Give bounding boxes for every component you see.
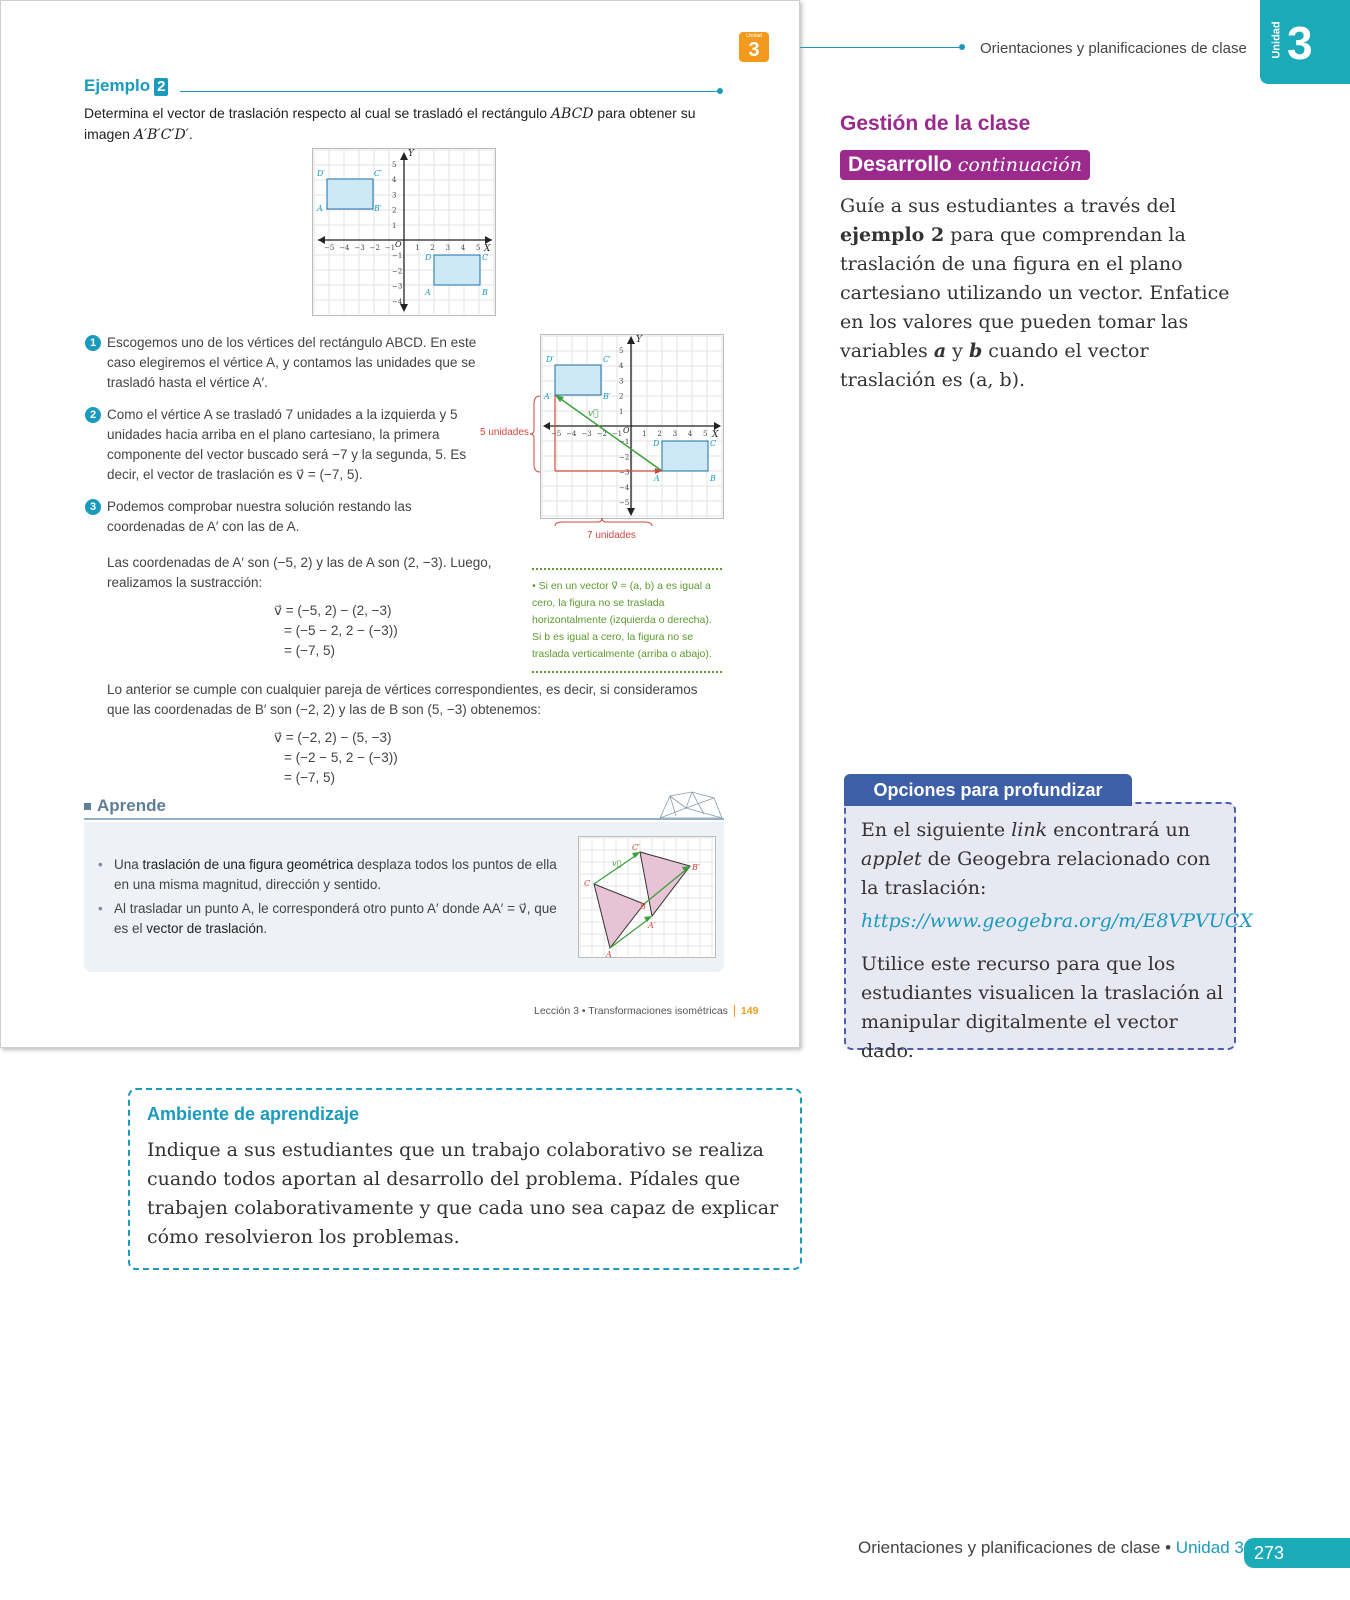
g1-y-tick-0: 5 — [392, 161, 397, 169]
step-3: 3 Podemos comprobar nuestra solución restando las coordenadas de A′ con las de A. — [107, 497, 437, 537]
g2-x-tick-4: −1 — [611, 430, 623, 438]
g2-y-tick-2: 3 — [619, 377, 624, 386]
aprende-item-2: • Al trasladar un punto A, le corresponderá otro punto A′ donde AA′ = v⃗, que es el vector de traslación. — [96, 899, 561, 939]
cartesian-graph-1 — [312, 148, 496, 316]
calculation-2: v⃗ = (−2, 2) − (5, −3) = (−2 − 5, 2 − (−3)) = (−7, 5) — [274, 730, 398, 785]
g1-label-C: C — [482, 253, 489, 262]
calculation-1: v⃗ = (−5, 2) − (2, −3) = (−5 − 2, 2 − (−3)) = (−7, 5) — [274, 603, 398, 658]
tri-label-B2: B′ — [692, 863, 700, 872]
g1-label-A2: A — [317, 204, 323, 213]
aprende-divider — [84, 818, 724, 820]
cartesian-graph-2 — [518, 334, 728, 540]
header-rule-dot — [959, 44, 965, 50]
g1-y-tick-6: −2 — [392, 267, 403, 276]
g2-y-label: Y — [636, 335, 642, 345]
g2-label-B: B — [710, 474, 716, 483]
geogebra-link[interactable]: https://www.geogebra.org/m/E8VPVUCX — [861, 910, 1253, 932]
g1-x-tick-2: −3 — [354, 244, 365, 252]
g1-label-B: B — [482, 288, 488, 297]
g2-y-tick-7: −3 — [619, 468, 630, 477]
g2-y-tick-3: 2 — [619, 392, 624, 401]
g1-origin-label: O — [395, 240, 402, 249]
polyhedron-icon — [656, 790, 726, 820]
ambiente-text: Indique a sus estudiantes que un trabajo colaborativo se realiza cuando todos aportan al desarrollo del problema. Pídales que trabajen colaborativamente y que cada uno sea capaz de explicar cómo resolvieron los problemas. — [147, 1139, 779, 1248]
g2-x-tick-5: 1 — [642, 430, 647, 438]
g2-label-A2: A′ — [544, 392, 552, 401]
step-1-number: 1 — [85, 335, 101, 351]
g1-x-tick-1: −4 — [339, 244, 350, 252]
page-footer: Orientaciones y planificaciones de clase • Unidad 3 — [858, 1538, 1244, 1557]
coordinates-text: Las coordenadas de A′ son (−5, 2) y las de A son (2, −3). Luego, realizamos la sustracción: — [107, 555, 492, 590]
example-divider — [180, 91, 720, 92]
tri-label-A: A — [606, 950, 612, 958]
g2-x-tick-0: −5 — [551, 430, 562, 438]
aprende-title: Aprende — [84, 796, 166, 816]
gestion-title: Gestión de la clase — [840, 112, 1031, 135]
g2-y-tick-6: −2 — [619, 453, 630, 462]
tri-label-A2: A′ — [648, 921, 656, 930]
g1-y-tick-1: 4 — [392, 176, 397, 185]
g1-x-tick-3: −2 — [369, 244, 380, 252]
g1-x-tick-9: 5 — [476, 244, 481, 252]
step-1: 1 Escogemos uno de los vértices del rectángulo ABCD. En este caso elegiremos el vértice A, y contamos las unidades que se trasladó hasta el vértice A′. — [107, 333, 507, 393]
horizontal-measure-label: 7 unidades — [587, 530, 636, 541]
g2-y-tick-4: 1 — [619, 407, 624, 416]
example-divider-dot — [717, 88, 723, 94]
g2-x-tick-1: −4 — [566, 430, 577, 438]
opciones-title: Opciones para profundizar — [844, 774, 1132, 806]
g2-label-D: D — [653, 439, 660, 448]
g1-y-tick-8: −4 — [392, 297, 403, 306]
g1-y-tick-2: 3 — [392, 191, 397, 200]
g2-y-tick-8: −4 — [619, 483, 630, 492]
g1-label-C2: C′ — [374, 169, 382, 178]
aprende-list — [96, 855, 561, 943]
tri-vector-label: v⃗ — [612, 859, 622, 868]
g1-x-tick-6: 2 — [430, 244, 435, 252]
g1-y-tick-7: −3 — [392, 282, 403, 291]
g2-x-tick-7: 3 — [672, 430, 678, 438]
g2-label-C2: C′ — [603, 355, 611, 364]
triangle-translation-figure — [578, 836, 716, 958]
example-prompt: Determina el vector de traslación respecto al cual se trasladó el rectángulo ABCD para obtener su imagen A′B′C′D′. — [84, 105, 696, 143]
g2-label-B2: B′ — [603, 392, 611, 401]
g2-y-tick-9: −5 — [619, 499, 630, 507]
example-title: Ejemplo 2 — [84, 76, 168, 96]
g1-label-A: A — [425, 288, 431, 297]
g2-x-tick-3: −2 — [596, 430, 607, 438]
step-3-number: 3 — [85, 499, 101, 515]
student-page-number: 149 — [734, 1005, 759, 1017]
desarrollo-banner: Desarrollo continuación — [840, 150, 1090, 180]
g2-x-tick-2: −3 — [581, 430, 592, 438]
aprende-item-1: • Una traslación de una figura geométrica desplaza todos los puntos de ella en una misma magnitud, dirección y sentido. — [96, 855, 561, 895]
g1-x-tick-5: 1 — [415, 244, 420, 252]
ambiente-title: Ambiente de aprendizaje — [147, 1104, 360, 1124]
g2-x-tick-9: 5 — [703, 430, 708, 438]
vertical-measure-label: 5 unidades — [480, 427, 529, 438]
step-2-number: 2 — [85, 407, 101, 423]
g2-x-label: X — [712, 430, 719, 440]
g1-label-D2: D′ — [317, 169, 326, 178]
student-page-footer: Lección 3 • Transformaciones isométricas 149 — [534, 1005, 759, 1017]
g1-label-D: D — [425, 253, 432, 262]
example-number-badge: 2 — [154, 78, 168, 96]
g2-y-tick-0: 5 — [619, 347, 624, 355]
g1-label-B2: B′ — [374, 204, 382, 213]
g1-x-tick-0: −5 — [324, 244, 335, 252]
g2-x-tick-8: 4 — [687, 430, 693, 438]
g1-y-tick-5: −1 — [392, 252, 403, 261]
g2-label-C: C — [710, 439, 717, 448]
unit-mini-badge: Unidad 3 — [739, 32, 769, 62]
g1-x-tick-7: 3 — [445, 244, 451, 252]
opciones-text-2: Utilice este recurso para que los estudiantes visualicen la traslación al manipular digitalmente el vector dado. — [861, 953, 1224, 1062]
tip-note: • Si en un vector v⃗ = (a, b) a es igual a cero, la figura no se traslada horizontalmente (izquierda o derecha). Si b es igual a cero, la figura no se traslada verticalmente (arriba o abajo). — [532, 568, 722, 673]
header-rule — [800, 47, 962, 48]
g2-vector-label: v⃗ — [588, 409, 599, 419]
g1-x-tick-4: −1 — [384, 244, 396, 252]
g1-x-tick-8: 4 — [460, 244, 466, 252]
step-2: 2 Como el vértice A se trasladó 7 unidades a la izquierda y 5 unidades hacia arriba en el plano cartesiano, la primera componente del vector buscado será −7 y la segunda, 5. Es decir, el vector de traslación es v⃗ = (−7, 5). — [107, 405, 479, 485]
tri-label-C: C — [584, 879, 591, 888]
g2-label-D2: D′ — [546, 355, 555, 364]
g1-y-tick-3: 2 — [392, 206, 397, 215]
opciones-text: En el siguiente link encontrará un applet de Geogebra relacionado con la traslación: — [861, 819, 1211, 899]
tri-label-C2: C′ — [632, 843, 640, 852]
g2-x-tick-6: 2 — [657, 430, 662, 438]
g2-y-tick-5: −1 — [619, 438, 630, 447]
unit-tab: Unidad 3 — [1260, 0, 1350, 84]
g1-x-label: X — [484, 244, 491, 254]
g1-y-tick-4: 1 — [392, 221, 397, 230]
guidance-text: Guíe a sus estudiantes a través del ejemplo 2 para que comprendan la traslación de una figura en el plano cartesiano utilizando un vector. Enfatice en los valores que pueden tomar las variables a y b cuando el vector traslación es (a, b). — [840, 195, 1230, 391]
g2-y-tick-1: 4 — [619, 362, 624, 371]
g2-origin-label: O — [623, 426, 630, 435]
general-text: Lo anterior se cumple con cualquier pareja de vértices correspondientes, es decir, si consideramos que las coordenadas de B′ son (−2, 2) y las de B son (5, −3) obtenemos: — [107, 682, 698, 717]
g2-label-A: A — [654, 474, 660, 483]
g1-y-label: Y — [408, 149, 414, 159]
tri-label-B: B — [640, 902, 646, 911]
running-header: Orientaciones y planificaciones de clase — [980, 40, 1247, 57]
page-number: 273 — [1244, 1538, 1350, 1568]
